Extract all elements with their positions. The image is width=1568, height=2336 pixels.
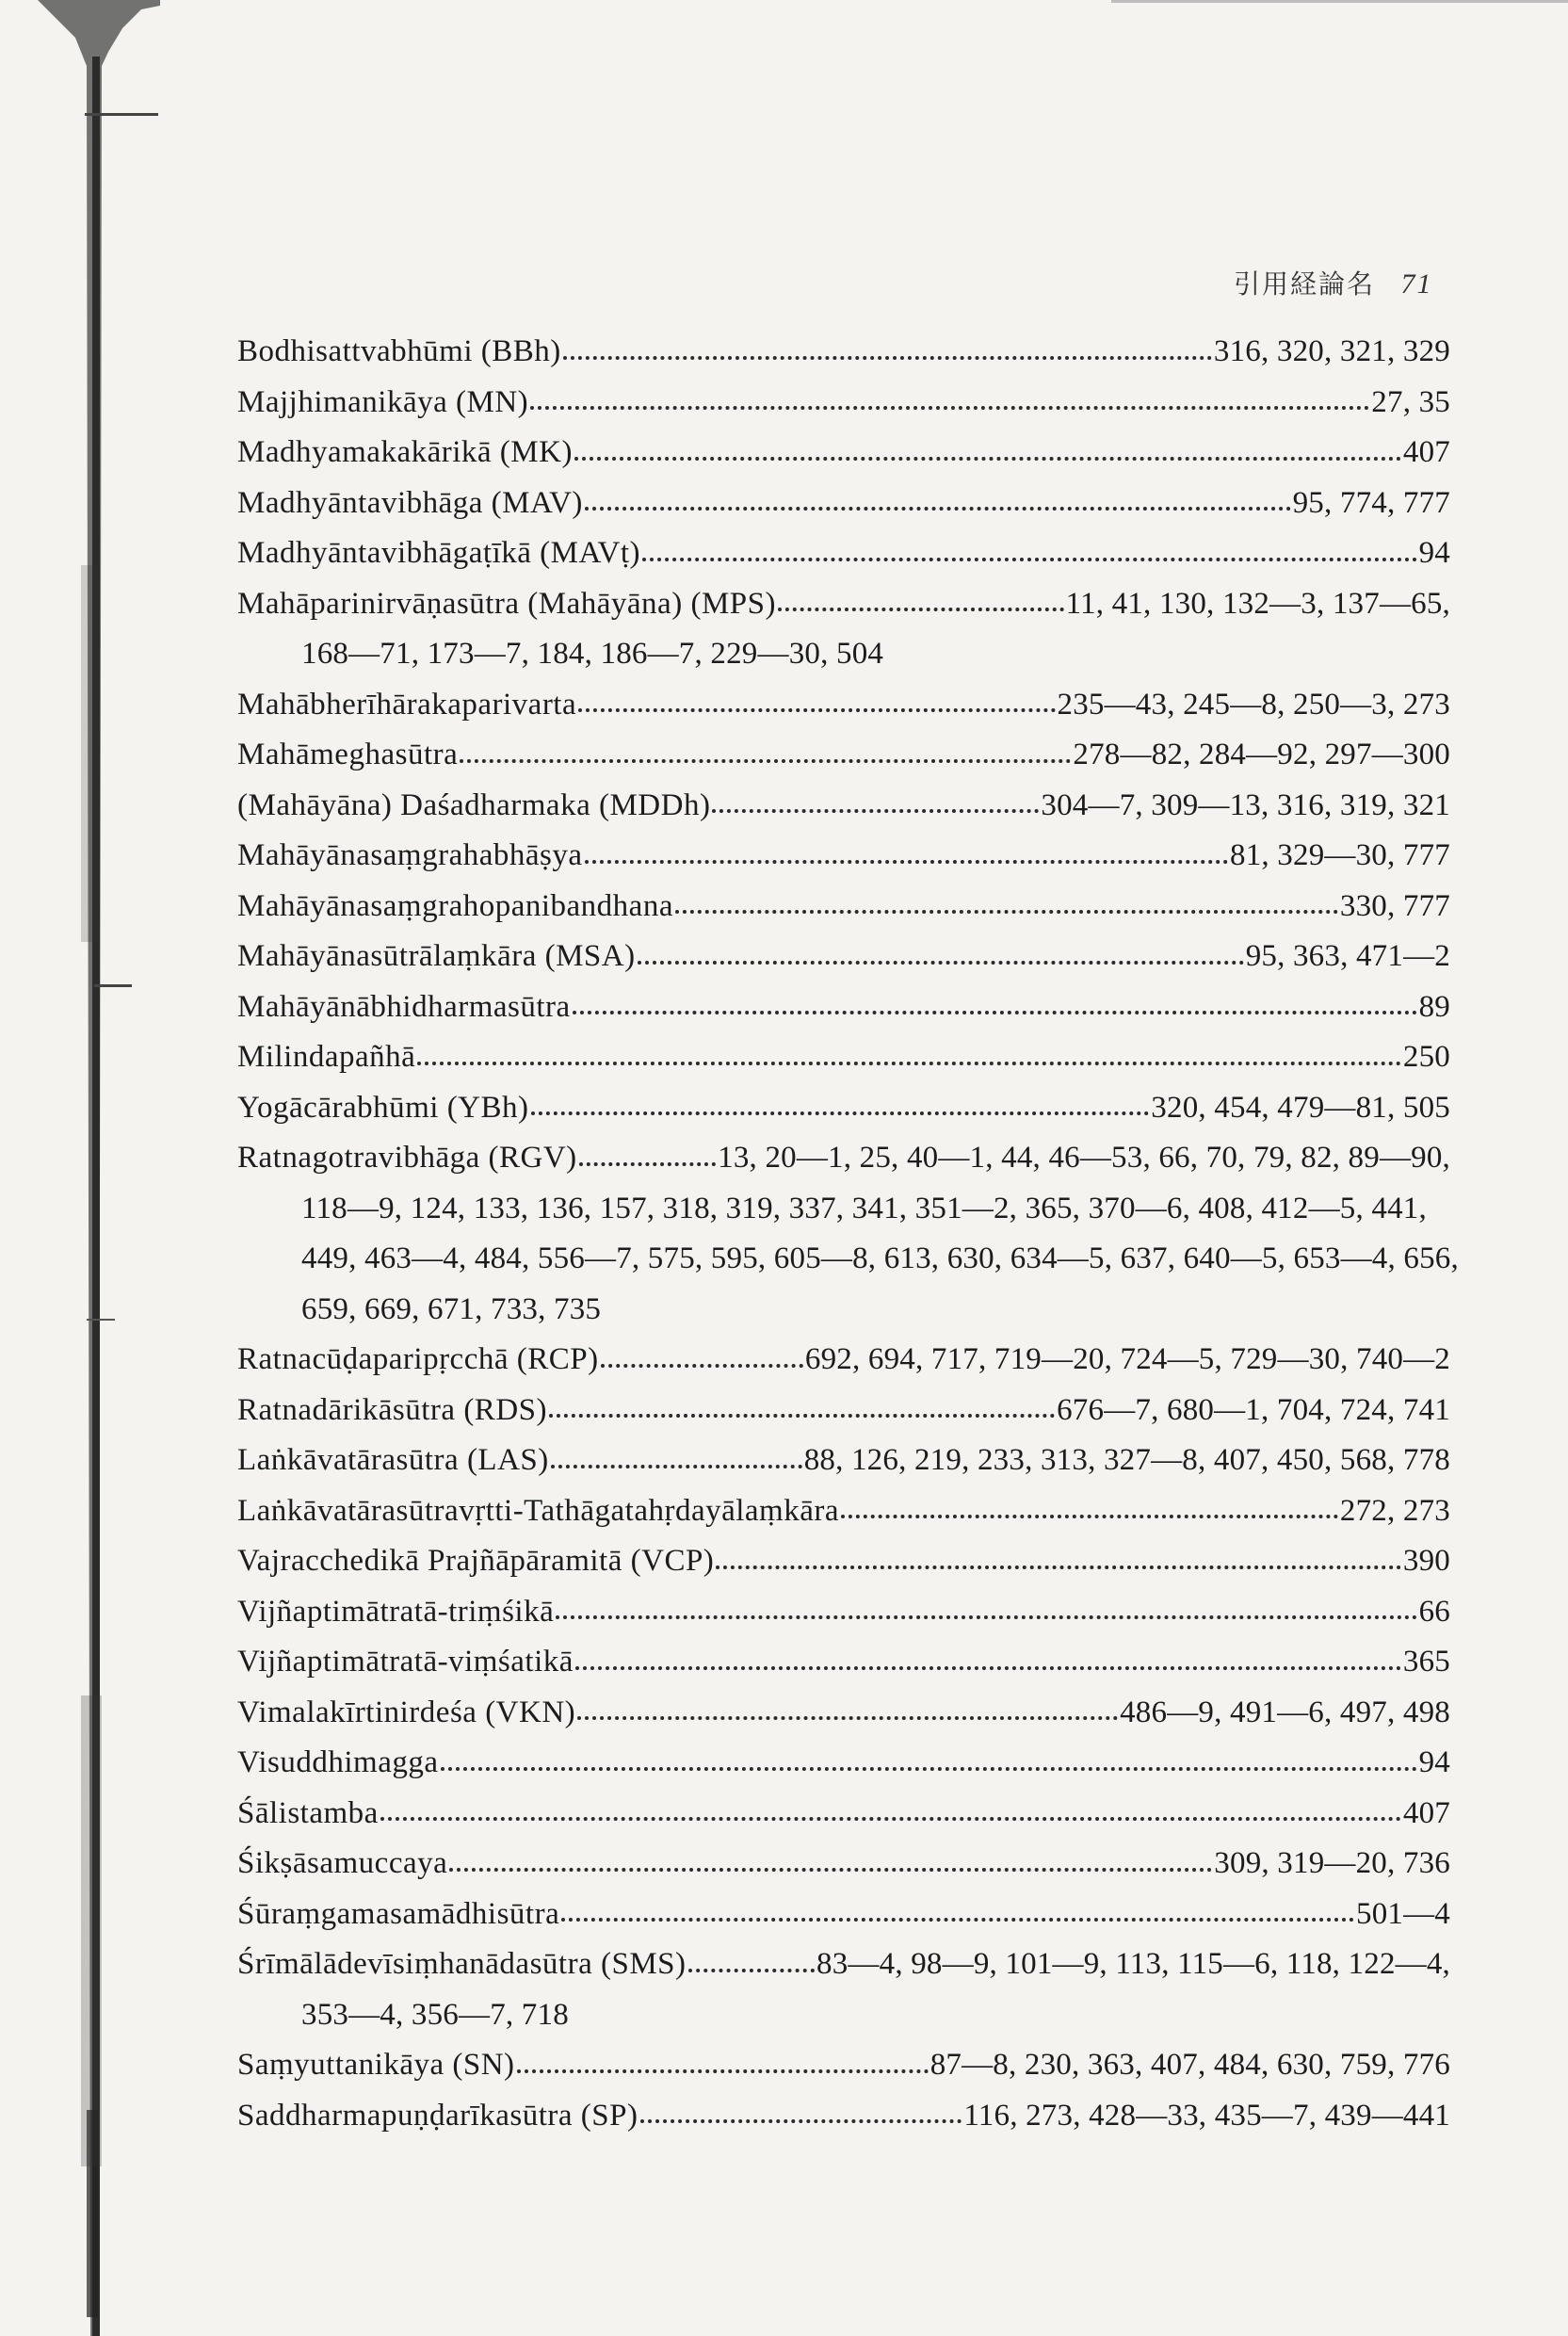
entry-title: Śālistamba — [237, 1795, 379, 1830]
dot-leader — [573, 1011, 1417, 1014]
entry-title: Majjhimanikāya (MN) — [237, 384, 529, 419]
index-entry — [237, 882, 1450, 933]
index-entry — [237, 1335, 1450, 1386]
entry-title: Milindapañhā — [237, 1040, 416, 1074]
index-entry — [237, 680, 1450, 731]
entry-title: Yogācārabhūmi (YBh) — [237, 1090, 529, 1125]
entry-pages-continued: 659, 669, 671, 733, 735 — [301, 1291, 602, 1326]
dot-leader — [578, 708, 1055, 712]
entry-pages: 27, 35 — [1371, 384, 1450, 419]
dot-leader — [778, 608, 1064, 611]
entry-pages: 11, 41, 130, 132—3, 137—65, — [1065, 586, 1450, 621]
index-entry — [237, 932, 1450, 982]
dot-leader — [585, 507, 1291, 511]
entry-pages: 81, 329—30, 777 — [1230, 838, 1450, 872]
entry-pages: 365 — [1402, 1645, 1450, 1679]
entry-title: Mahāyānasaṃgrahopanibandhana — [237, 888, 673, 923]
entry-pages: 83—4, 98—9, 101—9, 113, 115—6, 118, 122—4, — [816, 1947, 1450, 1981]
dot-leader — [556, 1615, 1416, 1619]
index-entry — [237, 831, 1450, 882]
dot-leader — [563, 356, 1212, 360]
entry-title: Mahāparinirvāṇasūtra (Mahāyāna) (MPS) — [237, 586, 776, 621]
index-entry — [237, 327, 1450, 378]
index-entry — [237, 1436, 1450, 1486]
index-entry — [237, 982, 1450, 1033]
entry-pages: 309, 319—20, 736 — [1214, 1846, 1450, 1880]
dot-leader — [638, 961, 1244, 965]
entry-title: Bodhisattvabhūmi (BBh) — [237, 334, 561, 368]
dot-leader — [601, 1364, 803, 1368]
index-entry — [237, 579, 1450, 630]
dot-leader — [841, 1515, 1338, 1518]
index-entry — [237, 2091, 1450, 2142]
index-entry — [237, 1637, 1450, 1688]
section-title: 引用経論名 — [1234, 268, 1376, 300]
entry-pages: 486—9, 491—6, 497, 498 — [1120, 1695, 1450, 1729]
entry-pages: 407 — [1402, 1795, 1450, 1830]
entry-pages: 272, 273 — [1339, 1493, 1450, 1528]
dot-leader — [642, 558, 1417, 561]
entry-pages: 87—8, 230, 363, 407, 484, 630, 759, 776 — [929, 2048, 1450, 2082]
dot-leader — [575, 1666, 1401, 1670]
entry-title: Vajracchedikā Prajñāpāramitā (VCP) — [237, 1544, 715, 1578]
entry-pages-continued: 168—71, 173—7, 184, 186—7, 229—30, 504 — [301, 637, 884, 671]
index-entry — [237, 781, 1450, 832]
running-header — [1234, 264, 1433, 301]
index-entry — [237, 378, 1450, 429]
entry-pages: 116, 273, 428—33, 435—7, 439—441 — [963, 2098, 1450, 2133]
entry-title: Śūraṃgamasamādhisūtra — [237, 1896, 560, 1931]
entry-title: Laṅkāvatārasūtra (LAS) — [237, 1443, 549, 1477]
dot-leader — [640, 2119, 962, 2123]
dot-leader — [712, 809, 1039, 813]
entry-pages: 95, 774, 777 — [1292, 485, 1450, 520]
dot-leader — [417, 1062, 1401, 1065]
entry-title: Śrīmālādevīsiṃhanādasūtra (SMS) — [237, 1947, 687, 1981]
entry-title: Saddharmapuṇḍarīkasūtra (SP) — [237, 2098, 639, 2133]
index-entry — [237, 1688, 1450, 1739]
dot-leader — [449, 1868, 1212, 1872]
index-entry — [237, 1839, 1450, 1890]
entry-pages: 88, 126, 219, 233, 313, 327—8, 407, 450, 568, 778 — [803, 1443, 1450, 1477]
index-entry — [237, 1486, 1450, 1537]
entry-pages: 304—7, 309—13, 316, 319, 321 — [1041, 787, 1450, 822]
index-entry — [237, 2040, 1450, 2091]
dot-leader — [551, 1465, 802, 1468]
entry-title: Madhyāntavibhāgaṭīkā (MAVṭ) — [237, 536, 641, 570]
index-entry — [237, 1386, 1450, 1436]
scan-top-edge — [1111, 0, 1568, 3]
entry-title: Vijñaptimātratā-viṃśatikā — [237, 1645, 574, 1679]
dot-leader — [380, 1817, 1401, 1821]
entry-pages: 501—4 — [1356, 1896, 1450, 1931]
index-entry — [237, 1939, 1450, 1990]
index-entry — [237, 1738, 1450, 1789]
entry-title: Ratnadārikāsūtra (RDS) — [237, 1392, 547, 1427]
dot-leader — [675, 910, 1338, 914]
dot-leader — [517, 2069, 929, 2073]
index-entry — [237, 1032, 1450, 1083]
entry-pages: 94 — [1418, 536, 1450, 570]
citation-index — [237, 327, 1459, 2141]
entry-pages: 250 — [1402, 1040, 1450, 1074]
entry-pages-continued: 449, 463—4, 484, 556—7, 575, 595, 605—8, 613, 630, 634—5, 637, 640—5, 653—4, 656, — [301, 1241, 1459, 1275]
entry-title: Madhyāntavibhāga (MAV) — [237, 485, 583, 520]
entry-title: Mahāmeghasūtra — [237, 738, 459, 771]
entry-title: Mahāyānābhidharmasūtra — [237, 989, 571, 1024]
entry-pages: 316, 320, 321, 329 — [1213, 334, 1450, 368]
entry-pages: 407 — [1402, 435, 1450, 469]
entry-title: Ratnagotravibhāga (RGV) — [237, 1141, 577, 1175]
entry-pages: 320, 454, 479—81, 505 — [1151, 1090, 1450, 1125]
entry-title: Mahāyānasaṃgrahabhāṣya — [237, 838, 583, 872]
entry-title: Madhyamakakārikā (MK) — [237, 435, 573, 469]
index-entry — [237, 428, 1450, 479]
entry-title: Vijñaptimātratā-triṃśikā — [237, 1594, 555, 1629]
entry-pages: 89 — [1418, 989, 1450, 1024]
index-entry — [237, 1536, 1450, 1587]
entry-pages: 95, 363, 471—2 — [1245, 939, 1450, 973]
index-entry — [237, 1789, 1450, 1840]
dot-leader — [716, 1565, 1401, 1569]
dot-leader — [549, 1414, 1055, 1418]
entry-pages: 66 — [1418, 1594, 1450, 1629]
dot-leader — [585, 860, 1228, 864]
entry-title: Śikṣāsamuccaya — [237, 1846, 448, 1880]
entry-pages: 330, 777 — [1339, 888, 1450, 923]
entry-pages: 13, 20—1, 25, 40—1, 44, 46—53, 66, 70, 79, 82, 89—90, — [718, 1141, 1450, 1175]
page-number: 71 — [1400, 268, 1433, 300]
dot-leader — [441, 1767, 1417, 1771]
entry-pages-continued: 353—4, 356—7, 718 — [301, 1997, 569, 2032]
index-entry — [237, 528, 1450, 579]
entry-pages: 676—7, 680—1, 704, 724, 741 — [1057, 1392, 1450, 1427]
index-entry — [237, 479, 1450, 529]
entry-pages: 94 — [1418, 1745, 1450, 1779]
entry-title: Visuddhimagga — [237, 1745, 439, 1779]
entry-pages: 278—82, 284—92, 297—300 — [1073, 738, 1450, 771]
entry-title: Saṃyuttanikāya (SN) — [237, 2048, 515, 2082]
dot-leader — [561, 1918, 1354, 1922]
dot-leader — [530, 406, 1369, 410]
entry-pages: 692, 694, 717, 719—20, 724—5, 729—30, 740—2 — [804, 1342, 1450, 1376]
index-entry — [237, 730, 1450, 781]
dot-leader — [577, 1716, 1118, 1720]
entry-title: Laṅkāvatārasūtravṛtti-Tathāgatahṛdayālaṃkāra — [237, 1493, 840, 1528]
index-entry — [237, 1083, 1450, 1134]
index-entry — [237, 1587, 1450, 1638]
binding-edge-shadow — [0, 0, 160, 2336]
dot-leader — [460, 759, 1071, 763]
entry-title: Ratnacūḍaparipṛcchā (RCP) — [237, 1342, 599, 1376]
entry-title: (Mahāyāna) Daśadharmaka (MDDh) — [237, 787, 711, 822]
dot-leader — [688, 1969, 816, 1972]
entry-pages-continued: 118—9, 124, 133, 136, 157, 318, 319, 337, 341, 351—2, 365, 370—6, 408, 412—5, 441, — [301, 1191, 1427, 1225]
dot-leader — [574, 457, 1401, 461]
index-entry — [237, 1133, 1450, 1184]
entry-title: Vimalakīrtinirdeśa (VKN) — [237, 1695, 576, 1729]
entry-title: Mahāyānasūtrālaṃkāra (MSA) — [237, 939, 636, 973]
entry-pages: 390 — [1402, 1544, 1450, 1578]
dot-leader — [531, 1111, 1150, 1115]
dot-leader — [579, 1162, 716, 1166]
entry-pages: 235—43, 245—8, 250—3, 273 — [1057, 687, 1450, 722]
index-entry — [237, 1890, 1450, 1940]
entry-title: Mahābherīhārakaparivarta — [237, 687, 577, 722]
